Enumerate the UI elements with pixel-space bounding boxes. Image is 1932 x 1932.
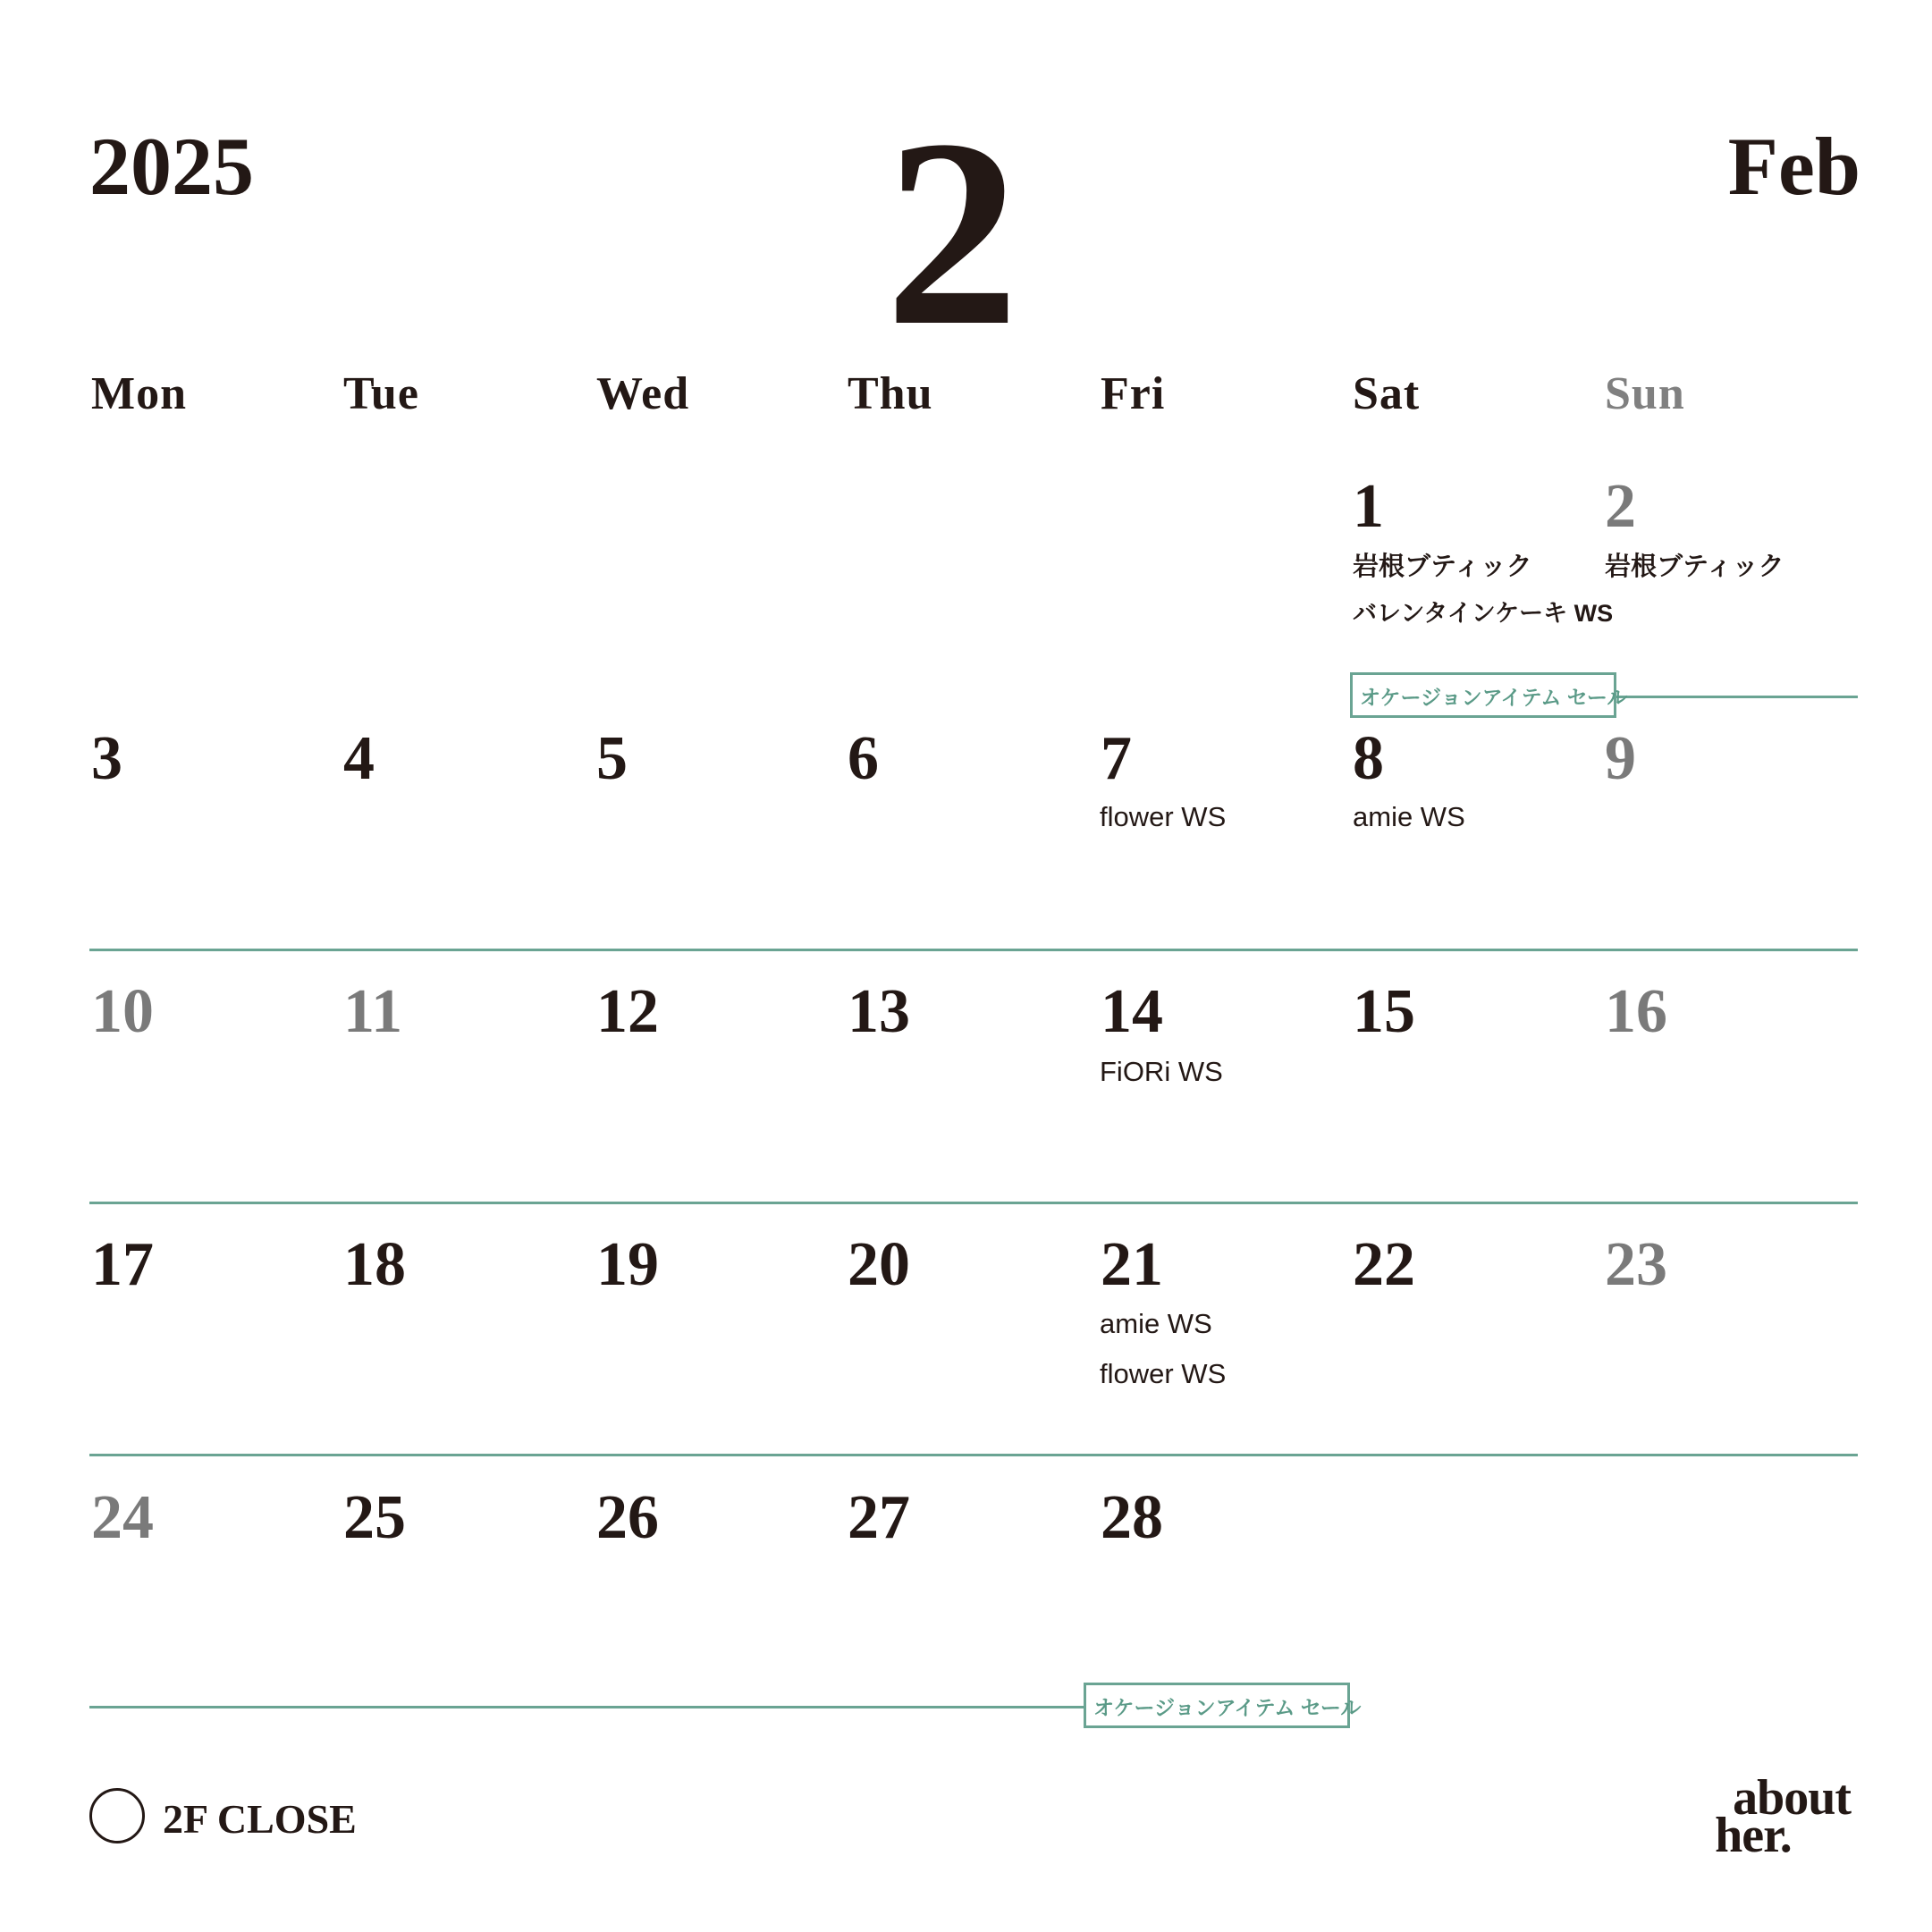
- sale-period-line: [1616, 696, 1858, 698]
- day-cell-28: 28: [1101, 1483, 1163, 1552]
- closed-marker-icon: [89, 1788, 145, 1843]
- weekday-mon: Mon: [91, 368, 187, 419]
- event-flower-ws: flower WS: [1100, 801, 1227, 832]
- year-label: 2025: [89, 121, 254, 212]
- sale-label: オケージョンアイテム セール: [1350, 672, 1616, 718]
- day-cell-5: 5: [596, 724, 628, 793]
- day-cell-26: 26: [596, 1483, 659, 1552]
- sale-period-line: [89, 1706, 1086, 1708]
- week-divider: [89, 1202, 1858, 1204]
- week-divider: [89, 949, 1858, 951]
- day-cell-1: 1: [1353, 472, 1384, 541]
- weekday-tue: Tue: [343, 368, 419, 419]
- day-cell-21: 21: [1101, 1230, 1163, 1299]
- day-cell-23: 23: [1605, 1230, 1667, 1299]
- day-cell-22: 22: [1353, 1230, 1415, 1299]
- about-her-logo: [1715, 1770, 1851, 1863]
- day-cell-11: 11: [343, 977, 403, 1046]
- day-cell-20: 20: [848, 1230, 910, 1299]
- day-cell-12: 12: [596, 977, 659, 1046]
- day-cell-2: 2: [1605, 472, 1636, 541]
- weekday-sat: Sat: [1353, 368, 1421, 419]
- month-number: 2: [885, 84, 1019, 381]
- day-cell-17: 17: [91, 1230, 154, 1299]
- legend-2f-close: 2F CLOSE: [163, 1796, 357, 1842]
- day-cell-10: 10: [91, 977, 154, 1046]
- day-cell-18: 18: [343, 1230, 406, 1299]
- day-cell-9: 9: [1605, 724, 1636, 793]
- logo-line-1: about: [1733, 1770, 1851, 1826]
- weekday-sun: Sun: [1605, 368, 1685, 419]
- sale-label: オケージョンアイテム セール: [1084, 1683, 1350, 1728]
- day-cell-6: 6: [848, 724, 879, 793]
- day-cell-13: 13: [848, 977, 910, 1046]
- event-iwane-boutique: 岩根ブティック: [1605, 553, 1784, 581]
- day-cell-24: 24: [91, 1483, 154, 1552]
- event-iwane-boutique: 岩根ブティック: [1353, 553, 1532, 581]
- day-cell-3: 3: [91, 724, 122, 793]
- day-cell-19: 19: [596, 1230, 659, 1299]
- event-amie-ws: amie WS: [1100, 1308, 1212, 1339]
- day-cell-27: 27: [848, 1483, 910, 1552]
- day-cell-16: 16: [1605, 977, 1667, 1046]
- weekday-thu: Thu: [848, 368, 933, 419]
- day-cell-15: 15: [1353, 977, 1415, 1046]
- event-flower-ws: flower WS: [1100, 1358, 1227, 1389]
- day-cell-4: 4: [343, 724, 375, 793]
- month-name: Feb: [1727, 121, 1860, 212]
- day-cell-25: 25: [343, 1483, 406, 1552]
- event-valentine-cake-ws: バレンタインケーキ WS: [1353, 600, 1614, 627]
- day-cell-7: 7: [1101, 724, 1132, 793]
- day-cell-8: 8: [1353, 724, 1384, 793]
- weekday-fri: Fri: [1101, 368, 1166, 419]
- logo-line-2: her.: [1715, 1808, 1792, 1863]
- week-divider: [89, 1454, 1858, 1456]
- event-amie-ws: amie WS: [1353, 801, 1465, 832]
- event-fiori-ws: FiORi WS: [1100, 1056, 1223, 1087]
- weekday-wed: Wed: [596, 368, 690, 419]
- day-cell-14: 14: [1101, 977, 1163, 1046]
